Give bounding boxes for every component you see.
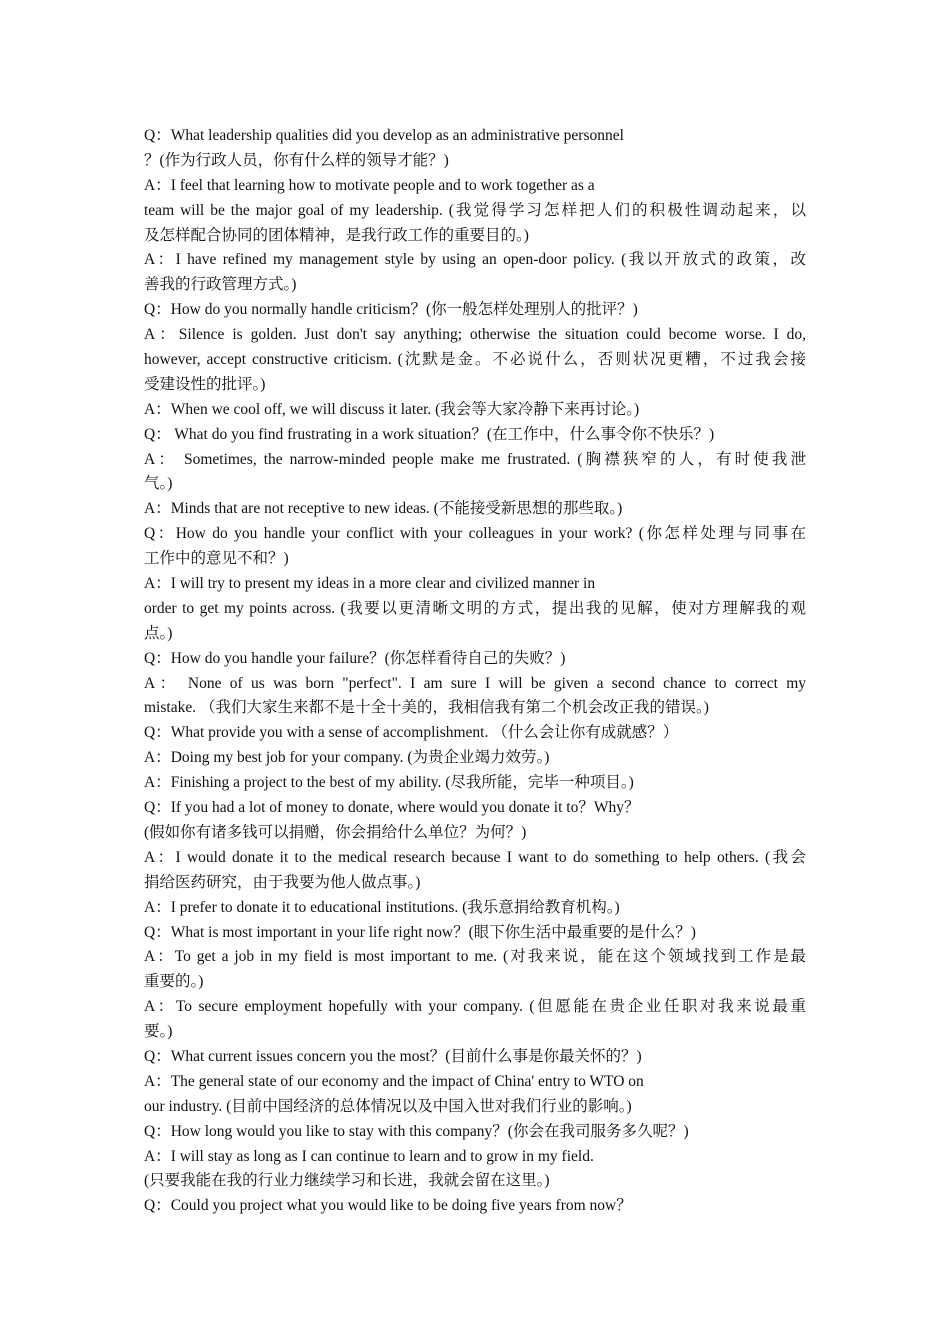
text-line: Q：What is most important in your life right now？(眼下你生活中最重要的是什么？) [144,923,696,941]
text-line: A：I feel that learning how to motivate people and to work together as a [144,176,595,194]
text-line: 工作中的意见不和？) [144,550,289,568]
text-line: A： None of us was born "perfect". I am sure I will be given a second chance to correct my [144,674,806,692]
text-line: ？(作为行政人员，你有什么样的领导才能？) [144,151,449,169]
text-line: Q：What leadership qualities did you develop as an administrative personnel [144,127,624,144]
text-line: 善我的行政管理方式。) [144,276,297,294]
text-line: A：I will try to present my ideas in a more clear and civilized manner in [144,575,596,593]
text-line: A：Doing my best job for your company. (为贵企业竭力效劳。) [144,749,550,767]
text-line: (只要我能在我的行业力继续学习和长进，我就会留在这里。) [144,1172,550,1190]
text-line: A：Silence is golden. Just don't say anything; otherwise the situation could become worse. I do, [144,326,806,344]
text-line: 重要的。) [144,973,204,991]
text-line: however, accept constructive criticism. (沈默是金。不必说什么，否则状况更糟，不过我会接 [144,351,806,369]
interview-qa-text [144,124,806,1244]
text-line: A：Finishing a project to the best of my ability. (尽我所能，完毕一种项目。) [144,774,634,792]
text-line: (假如你有诸多钱可以捐赠，你会捐给什么单位？为何？) [144,823,527,841]
text-line: Q：How do you handle your failure？(你怎样看待自己的失败？) [144,649,566,667]
text-line: A：I have refined my management style by using an open-door policy. (我以开放式的政策，改 [144,251,806,269]
text-line [144,1219,806,1244]
text-line: A：Minds that are not receptive to new ideas. (不能接受新思想的那些取。) [144,500,623,518]
text-line: 要。) [144,1023,173,1041]
text-line: Q：What current issues concern you the most？(目前什么事是你最关怀的？) [144,1047,642,1065]
text-line: Q：How do you handle your conflict with your colleagues in your work? (你怎样处理与同事在 [144,525,806,543]
text-line: A：To secure employment hopefully with your company. (但愿能在贵企业任职对我来说最重 [144,998,806,1016]
text-line: Q：What provide you with a sense of accomplishment. （什么会让你有成就感？） [144,724,679,742]
text-line: A：To get a job in my field is most important to me. (对我来说，能在这个领域找到工作是最 [144,948,806,966]
text-line: 点。) [144,624,173,642]
text-line: Q：If you had a lot of money to donate, where would you donate it to？Why？ [144,799,640,817]
text-line: order to get my points across. (我要以更清晰文明的方式，提出我的见解，使对方理解我的观 [144,599,806,617]
text-line: mistake. （我们大家生来都不是十全十美的，我相信我有第二个机会改正我的错误。) [144,699,709,717]
text-line: team will be the major goal of my leadership. (我觉得学习怎样把人们的积极性调动起来，以 [144,201,806,219]
text-line: A：When we cool off, we will discuss it later. (我会等大家冷静下来再讨论。) [144,400,640,418]
text-line: 受建设性的批评。) [144,375,266,393]
text-line: 气。) [144,475,173,493]
text-line: Q：How do you normally handle criticism？(你一般怎样处理别人的批评？) [144,301,638,319]
text-line: Q： What do you find frustrating in a work situation？(在工作中，什么事令你不快乐？) [144,425,715,443]
text-line: 捐给医药研究，由于我要为他人做点事。) [144,873,421,891]
text-line: A：I would donate it to the medical research because I want to do something to help others. (我会 [144,848,806,866]
text-line: our industry. (目前中国经济的总体情况以及中国入世对我们行业的影响。) [144,1097,632,1115]
text-line: Q：How long would you like to stay with this company？(你会在我司服务多久呢？) [144,1122,689,1140]
text-line: A：I prefer to donate it to educational institutions. (我乐意捐给教育机构。) [144,898,620,916]
text-line: A：The general state of our economy and the impact of China' entry to WTO on [144,1072,644,1090]
text-line: A：I will stay as long as I can continue to learn and to grow in my field. [144,1147,594,1165]
text-line: 及怎样配合协同的团体精神，是我行政工作的重要目的。) [144,226,529,244]
text-line: Q：Could you project what you would like to be doing five years from now？ [144,1197,632,1215]
text-line: A： Sometimes, the narrow-minded people make me frustrated. (胸襟狭窄的人，有时使我泄 [144,450,806,468]
